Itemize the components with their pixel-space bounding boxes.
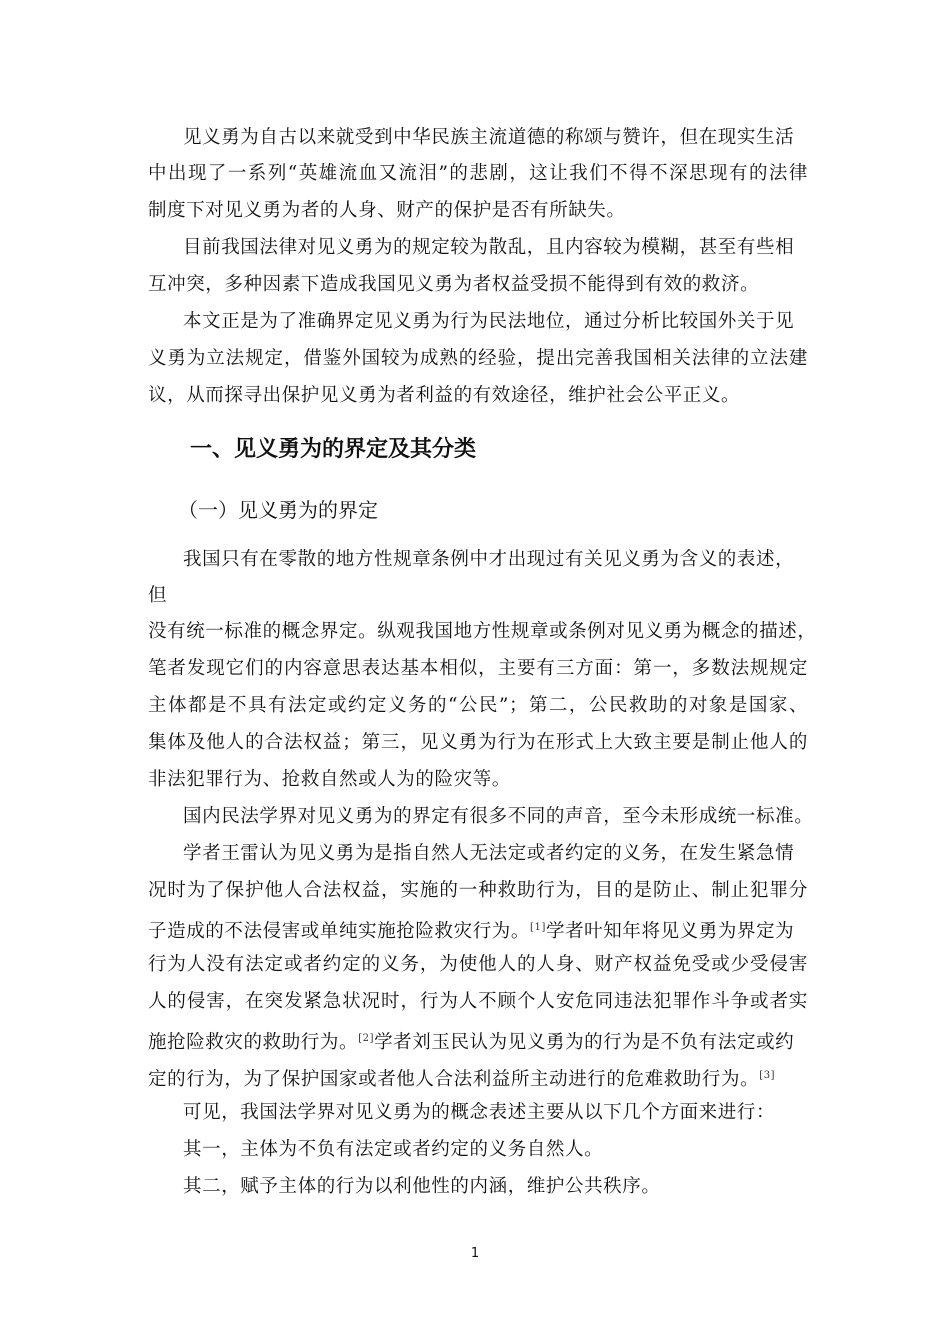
paragraph-line: 学者王雷认为见义勇为是指自然人无法定或者约定的义务，在发生紧急情 (183, 843, 795, 864)
paragraph-line: 中出现了一系列“英雄流血又流泪”的悲剧，这让我们不得不深思现有的法律 (148, 163, 808, 184)
subsection-heading: （一）见义勇为的界定 (178, 498, 378, 522)
paragraph-line: 本文正是为了准确界定见义勇为行为民法地位，通过分析比较国外关于见 (183, 311, 795, 332)
text-segment: 学者刘玉民认为见义勇为的行为是不负有法定或约 (374, 1032, 795, 1053)
citation-ref: [2] (358, 1033, 375, 1044)
paragraph-line: 但 (148, 585, 168, 606)
paragraph-line: 况时为了保护他人合法权益，实施的一种救助行为，目的是防止、制止犯罪分 (148, 880, 808, 901)
page-number: 1 (470, 1246, 480, 1261)
paragraph-line (148, 1025, 794, 1057)
text-segment: 子造成的不法侵害或单纯实施抢险救灾行为。 (148, 921, 531, 942)
text-segment: 施抢险救灾的救助行为。 (148, 1032, 359, 1053)
paragraph-line: 没有统一标准的概念界定。纵观我国地方性规章或条例对见义勇为概念的描述， (148, 621, 817, 642)
paragraph-line: 议，从而探寻出保护见义勇为者利益的有效途径，维护社会公平正义。 (148, 385, 741, 406)
paragraph-line: 人的侵害，在突发紧急状况时，行为人不顾个人安危同违法犯罪作斗争或者实 (148, 991, 808, 1012)
citation-ref: [1] (530, 922, 546, 933)
paragraph-line: 目前我国法律对见义勇为的规定较为散乱，且内容较为模糊，甚至有些相 (183, 237, 795, 258)
text-segment: 学者叶知年将见义勇为界定为 (545, 921, 795, 942)
citation-ref: [3] (759, 1070, 776, 1081)
paragraph-line: 义勇为立法规定，借鉴外国较为成熟的经验，提出完善我国相关法律的立法建 (148, 348, 808, 369)
paragraph-line: 行为人没有法定或者约定的义务，为使他人的人身、财产权益免受或少受侵害 (148, 954, 808, 975)
paragraph-line: 其一，主体为不负有法定或者约定的义务自然人。 (183, 1139, 604, 1160)
paragraph-line: 互冲突，多种因素下造成我国见义勇为者权益受损不能得到有效的救济。 (148, 274, 760, 295)
text-segment: 定的行为，为了保护国家或者他人合法利益所主动进行的危难救助行为。 (148, 1069, 760, 1090)
section-heading: 一、见义勇为的界定及其分类 (190, 437, 477, 462)
paragraph-line: 可见，我国法学界对见义勇为的概念表述主要从以下几个方面来进行： (183, 1102, 776, 1123)
paragraph-line: 见义勇为自古以来就受到中华民族主流道德的称颂与赞许，但在现实生活 (183, 127, 795, 148)
paragraph-line: 我国只有在零散的地方性规章条例中才出现过有关见义勇为含义的表述， (183, 549, 795, 570)
paragraph-line: 制度下对见义勇为者的人身、财产的保护是否有所缺失。 (148, 200, 626, 221)
paragraph-line: 主体都是不具有法定或约定义务的“公民”；第二，公民救助的对象是国家、 (148, 695, 808, 716)
paragraph-line (148, 914, 794, 946)
paragraph-line: 集体及他人的合法权益；第三，见义勇为行为在形式上大致主要是制止他人的 (148, 732, 808, 753)
paragraph-line: 其二，赋予主体的行为以利他性的内涵，维护公共秩序。 (183, 1176, 661, 1197)
paragraph-line: 国内民法学界对见义勇为的界定有很多不同的声音，至今未形成统一标准。 (183, 806, 814, 827)
paragraph-line: 非法犯罪行为、抢救自然或人为的险灾等。 (148, 769, 511, 790)
paragraph-line (148, 1062, 775, 1094)
paragraph-line: 笔者发现它们的内容意思表达基本相似，主要有三方面：第一，多数法规规定 (148, 658, 808, 679)
